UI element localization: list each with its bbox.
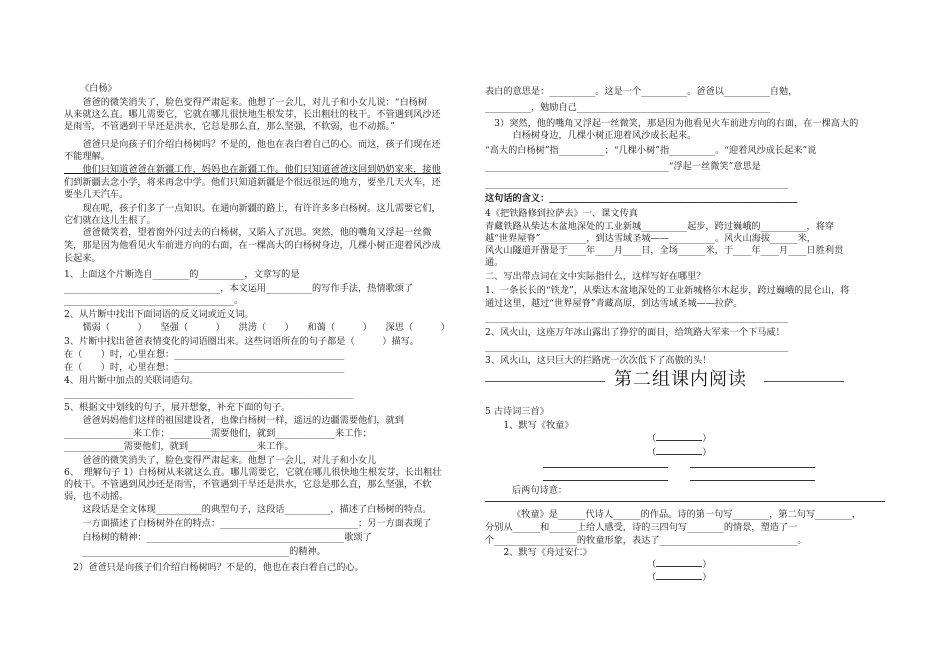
question-3-line: 在（ ）时，心里在想：_____________________________________ <box>64 362 345 373</box>
question-1-cont: __________________________________，本文运用__________的写作手法，热情歌颂了 <box>64 283 414 294</box>
dictation-2: 2、默写《舟过安仁》 <box>485 547 592 558</box>
question-1: 1、上面这个片断选自________的__________，文章写的是 <box>64 269 300 280</box>
poem-line-blank[interactable] <box>543 480 668 481</box>
question-6-line: 的枝干。不管遇到风沙还是雨雪，不管遇到干旱还是洪水，它总是那么直，那么坚强，不软 <box>64 479 432 490</box>
question-5-line: _______________来工作；_________需要他们，就到_____________来工作； <box>64 428 372 439</box>
passage-line: 从来就这么直。哪儿需要它，它就在哪儿很快地生根发芽，长出粗壮的枝干。不管遇到风沙还 <box>64 109 441 120</box>
answer-line: __________________________________________________________________ <box>485 178 789 189</box>
passage-line: 笑，那是因为他看见火车前进方向的右面，在一棵高大的白杨树身边，几棵小树正迎着风沙成 <box>64 240 441 251</box>
answer-line: 表白的意思是：__________。这是一个__________。爸爸以__________自勉， <box>485 86 798 97</box>
question-5-line: 爸爸妈妈他们这样的祖国建设者，也像白杨树一样，遥远的边疆需要他们，就到 <box>64 415 404 426</box>
question-6-line: 一方面描述了白杨树外在的特点：______________________________；另一方面表现了 <box>64 518 432 529</box>
title-bracket: （ ） <box>647 433 712 444</box>
poem-question: 分别从______和______上给人感受，诗的三四句写________的情景，塑造了一 <box>485 522 798 533</box>
sentence-3: 3）突然，他的嘴角又浮起一丝微笑，那是因为他看见火车前进方向的右面，在一棵高大的 <box>485 118 859 129</box>
passage-line: 现在呢，孩子们多了一点知识。在通向新疆的路上，有许许多多白杨树。这儿需要它们， <box>64 203 441 214</box>
passage-line: 要坐几天汽车。 <box>64 189 129 200</box>
title-rule-left <box>485 381 605 382</box>
dictation-1: 1、默写《牧童》 <box>485 420 574 431</box>
question-6-line: _____________________________________________的精神。 <box>64 546 326 557</box>
answer-line: __________________________________________________________________ <box>485 341 789 352</box>
passage-line: 爸爸只是向孩子们介绍白杨树吗？不是的，他也在表白着自己的心。而这，孩子们现在还 <box>64 139 441 150</box>
question-6-line: 这段话是全文体现__________的典型句子，这段话__________，描述了白杨树的特点。 <box>64 504 432 515</box>
poem-question: 个__________________的牧童形象，表达了______________________________。 <box>485 535 807 546</box>
answer-line: ________________________________________“浮起一丝微笑”意思是 <box>485 161 761 172</box>
question-5: 5、根据文中划线的句子，展开想象，补充下面的句子。 <box>64 402 291 413</box>
author-bracket: （ ） <box>647 572 712 583</box>
question-6-line: 白杨树的精神：___________________________________________歌颂了 <box>64 532 372 543</box>
part-2-q1-cont: 通过这里，越过“世界屋脊”青藏高原，到达雪域圣城——拉萨。 <box>485 298 743 309</box>
passage-line: 是雨雪，不管遇到干旱还是洪水，它总是那么直，那么坚强，不软弱，也不动摇。” <box>64 121 395 132</box>
title-rule-right <box>764 381 844 382</box>
passage-line: 它们就在这儿生根了。 <box>64 215 156 226</box>
part-2-q3: 3、风火山，这只巨大的拦路虎一次次低下了高傲的头！ <box>485 355 712 366</box>
lesson-4-line: 越“世界屋脊”__________，到达雪域圣城——__________。风火山海拔______米， <box>485 233 816 244</box>
passage-line: 长起来。 <box>64 253 101 264</box>
answer-line: “高大的白杨树”指__________；“几棵小树”指__________。“迎着风沙成长起来”说 <box>485 145 817 156</box>
question-2: 2、从片断中找出下面词语的反义词或近义词。 <box>64 309 254 320</box>
passage-line: 爸爸微笑着，望着窗外闪过去的白杨树，又陷入了沉思。突然，他的嘴角又浮起一丝微 <box>64 227 432 238</box>
question-6-part-2: 2）爸爸只是向孩子们介绍白杨树吗？不是的，他也在表白着自己的心。 <box>64 562 364 573</box>
part-2-q2: 2、风火山，这座万年冰山露出了狰狞的面目，给筑路大军来一个下马威！ <box>485 327 785 338</box>
question-1-cont: _____________________________________。 <box>64 295 244 306</box>
passage-underlined-line: 他们只知道爸爸在新疆工作，妈妈也在新疆工作。他们只知道爸爸这回到奶奶家来，接他 <box>64 164 441 175</box>
poem-line-blank[interactable] <box>543 467 668 468</box>
question-6: 6、 理解句子 1）白杨树从来就这么直。哪儿需要它，它就在哪儿很快地生根发芽，长出粗壮 <box>64 467 442 478</box>
poem-question: 《牧童》是______代诗人______的作品。诗的第一句写________，第二句写________， <box>512 509 862 520</box>
passage-title: 《白杨》 <box>80 83 117 94</box>
lesson-4-title: 4《把铁路修到拉萨去》一、课文传真 <box>485 208 638 219</box>
question-4: 4、用片断中加点的关联词造句。 <box>64 375 199 386</box>
lesson-4-line: 通。 <box>485 257 504 268</box>
section-title: 第二组课内阅读 <box>614 369 747 390</box>
answer-line: __________________________________________________________________ <box>485 312 789 323</box>
title-bracket: （ ） <box>647 559 712 570</box>
part-2-title: 二、写出带点词在文中实际指什么，这样写好在哪里？ <box>485 271 706 282</box>
question-4-answer-line: _______________________________________________________________ <box>64 388 354 399</box>
question-3: 3、片断中找出爸爸表情变化的词语圈出来。这些词语所在的句子都是（ ）描写。 <box>64 336 419 347</box>
poem-meaning-label: 后两句诗意： <box>512 485 568 496</box>
lesson-5-title: 5 古诗词三首》 <box>485 406 549 417</box>
passage-line: 们到新疆去念小学，将来再念中学。他们只知道新疆是个很远很远的地方，要坐几天火车，还 <box>64 177 441 188</box>
question-5-line: 爸爸的微笑消失了，脸色变得严肃起来。他想了一会儿，对儿子和小女儿 <box>64 455 377 466</box>
poem-line-blank[interactable] <box>690 480 815 481</box>
lesson-4-line: 风火山隧道开凿是于____年____月____日，全场______米，于____年____月____日胜利贯 <box>485 245 844 256</box>
lesson-4-line: 青藏铁路从柴达木盆地深处的工业新城__________起步，跨过巍峨的__________，将穿 <box>485 221 835 232</box>
passage-line: 不能理解。 <box>64 151 110 162</box>
question-3-line: 在（ ）时，心里在想：_____________________________________ <box>64 349 345 360</box>
part-2-q1: 1、一条长长的“铁龙”，从柴达木盆地深处的工业新城格尔木起步，跨过巍峨的昆仑山，将 <box>485 285 850 296</box>
question-5-line: _____________需要他们，就到_______________来工作。 <box>64 441 294 452</box>
poem-meaning-blank[interactable] <box>485 501 885 502</box>
author-bracket: （ ） <box>647 447 712 458</box>
question-2-words: 懦弱（ ） 坚强（ ） 洪涝（ ） 和蔼（ ） 深思（ ） <box>64 322 450 333</box>
meaning-line: 这句话的含义：______________________________________________________ <box>485 193 798 204</box>
sentence-3-cont: 白杨树身边，几棵小树正迎着风沙成长起来。 <box>485 130 697 141</box>
poem-line-blank[interactable] <box>690 467 815 468</box>
passage-line: 爸爸的微笑消失了，脸色变得严肃起来。他想了一会儿，对儿子和小女儿说：“白杨树 <box>64 97 428 108</box>
answer-line: __________，勉励自己__________________________________________ <box>485 102 770 113</box>
question-6-line: 弱，也不动摇。 <box>64 491 129 502</box>
